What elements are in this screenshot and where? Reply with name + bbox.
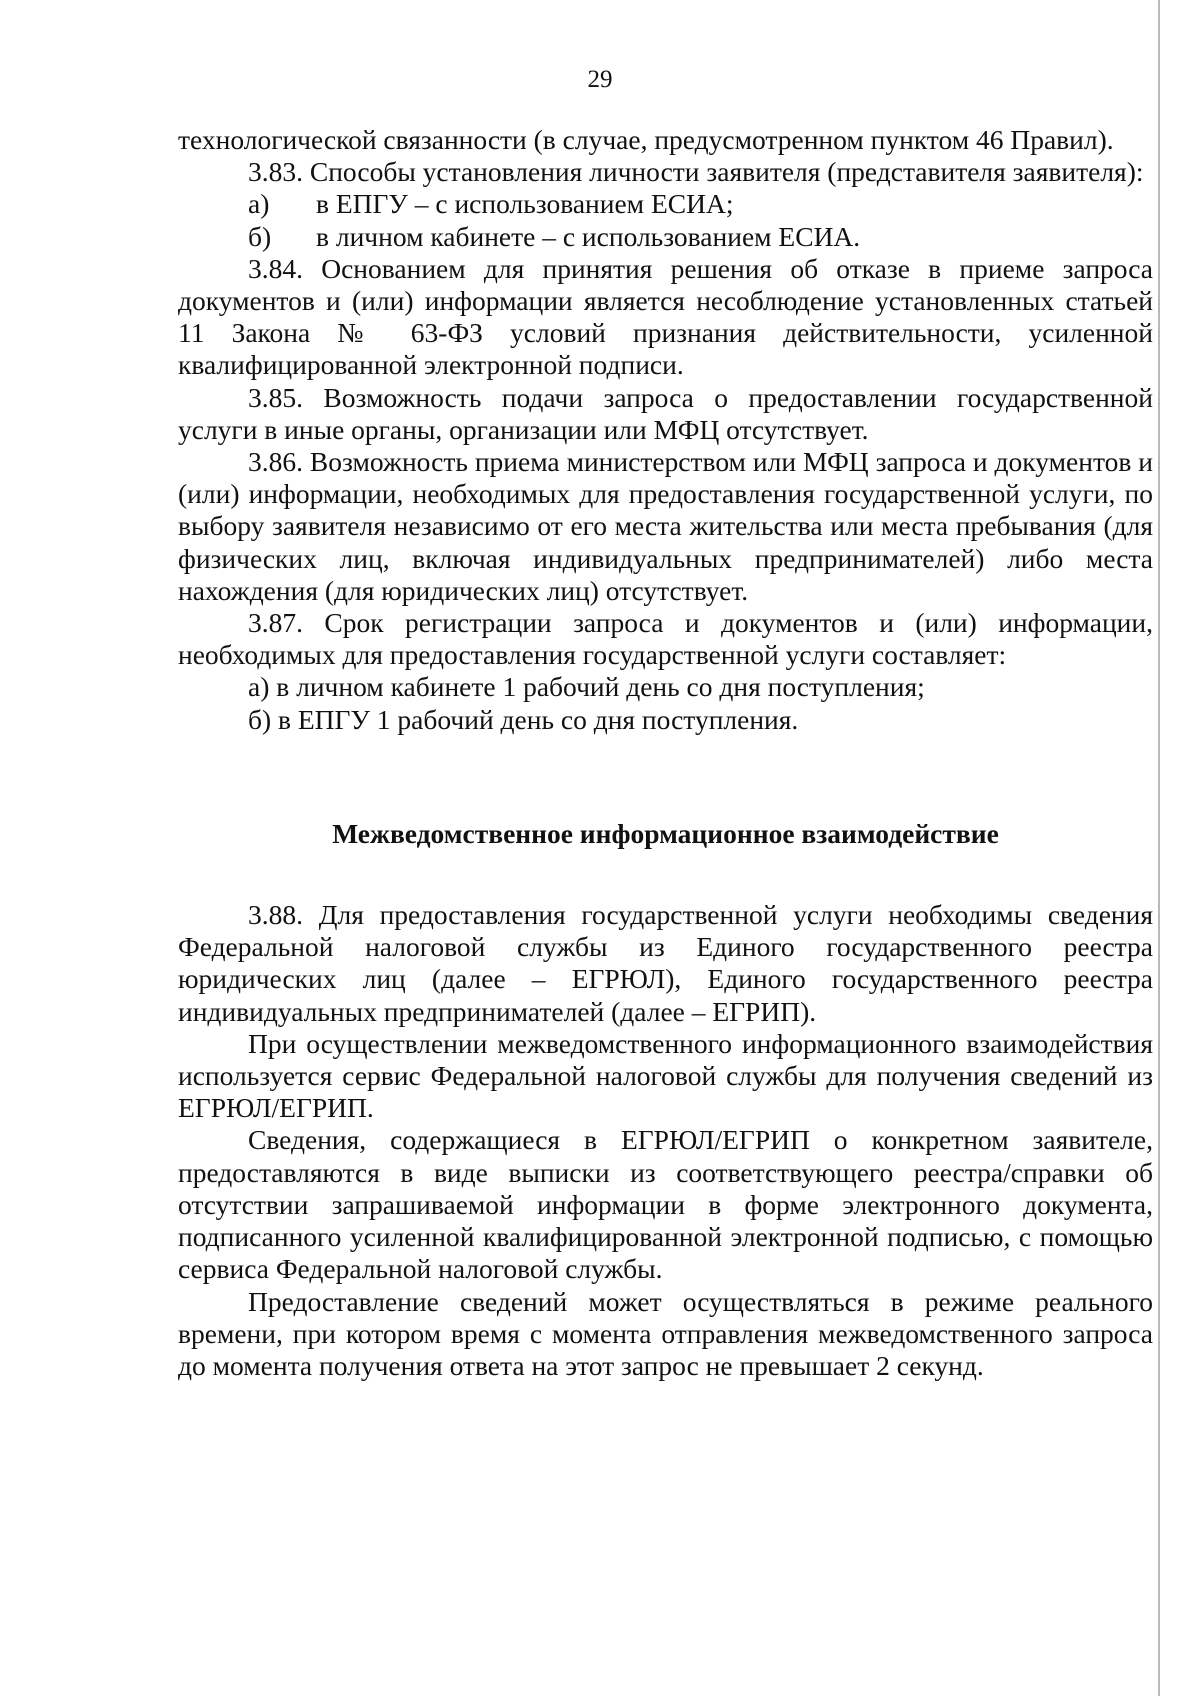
paragraph-extract: Сведения, содержащиеся в ЕГРЮЛ/ЕГРИП о конкретном заявителе, предоставляются в виде выписки из соответствующего реестра/справки об отсутствии запрашиваемой информации в форме электронного документа, подписанного усиленной квалифицированной электронной подписью, с помощью сервиса Федеральной налоговой службы. bbox=[178, 1124, 1153, 1285]
paragraph-3-88: 3.88. Для предоставления государственной услуги необходимы сведения Федеральной налоговой службы из Единого государственного реестра юридических лиц (далее – ЕГРЮЛ), Единого государственного реестра индивидуальных предпринимателей (далее – ЕГРИП). bbox=[178, 899, 1153, 1027]
paragraph-3-87-a: а) в личном кабинете 1 рабочий день со дня поступления; bbox=[248, 671, 925, 703]
page-edge-line bbox=[1158, 0, 1160, 1696]
paragraph-interaction: При осуществлении межведомственного информационного взаимодействия используется сервис Федеральной налоговой службы для получения сведений из ЕГРЮЛ/ЕГРИП. bbox=[178, 1027, 1153, 1124]
paragraph-continuation: технологической связанности (в случае, предусмотренном пунктом 46 Правил). bbox=[178, 124, 1114, 155]
list-item-text: в личном кабинете – с использованием ЕСИА. bbox=[316, 220, 861, 252]
paragraph-3-84: 3.84. Основанием для принятия решения об отказе в приеме запроса документов и (или) информации является несоблюдение установленных статьей 11 Закона № 63-ФЗ условий признания действительности, усиленной квалифицированной электронной подписи. bbox=[178, 252, 1153, 381]
paragraph-realtime: Предоставление сведений может осуществляться в режиме реального времени, при котором время с момента отправления межведомственного запроса до момента получения ответа на этот запрос не превышает 2 секунд. bbox=[178, 1285, 1153, 1381]
paragraph-3-87: 3.87. Срок регистрации запроса и документов и (или) информации, необходимых для предоставления государственной услуги составляет: bbox=[178, 607, 1153, 671]
list-item-letter: а) bbox=[248, 188, 270, 220]
list-item bbox=[178, 188, 1153, 220]
paragraph-3-83: 3.83. Способы установления личности заявителя (представителя заявителя): bbox=[248, 156, 1144, 188]
paragraph-3-87-b: б) в ЕПГУ 1 рабочий день со дня поступления. bbox=[248, 703, 799, 735]
list-item bbox=[178, 221, 1153, 253]
list-item-letter: б) bbox=[248, 220, 272, 252]
page-number: 29 bbox=[587, 66, 613, 93]
list-item-text: в ЕПГУ – с использованием ЕСИА; bbox=[316, 188, 734, 220]
section-heading: Межведомственное информационное взаимодействие bbox=[332, 817, 999, 849]
paragraph-3-86: 3.86. Возможность приема министерством или МФЦ запроса и документов и (или) информации, необходимых для предоставления государственной услуги, по выбору заявителя независимо от его места жительства или места пребывания (для физических лиц, включая индивидуальных предпринимателей) либо места нахождения (для юридических лиц) отсутствует. bbox=[178, 446, 1153, 606]
paragraph-3-85: 3.85. Возможность подачи запроса о предоставлении государственной услуги в иные органы, организации или МФЦ отсутствует. bbox=[178, 381, 1153, 445]
document-body bbox=[178, 124, 1153, 1382]
